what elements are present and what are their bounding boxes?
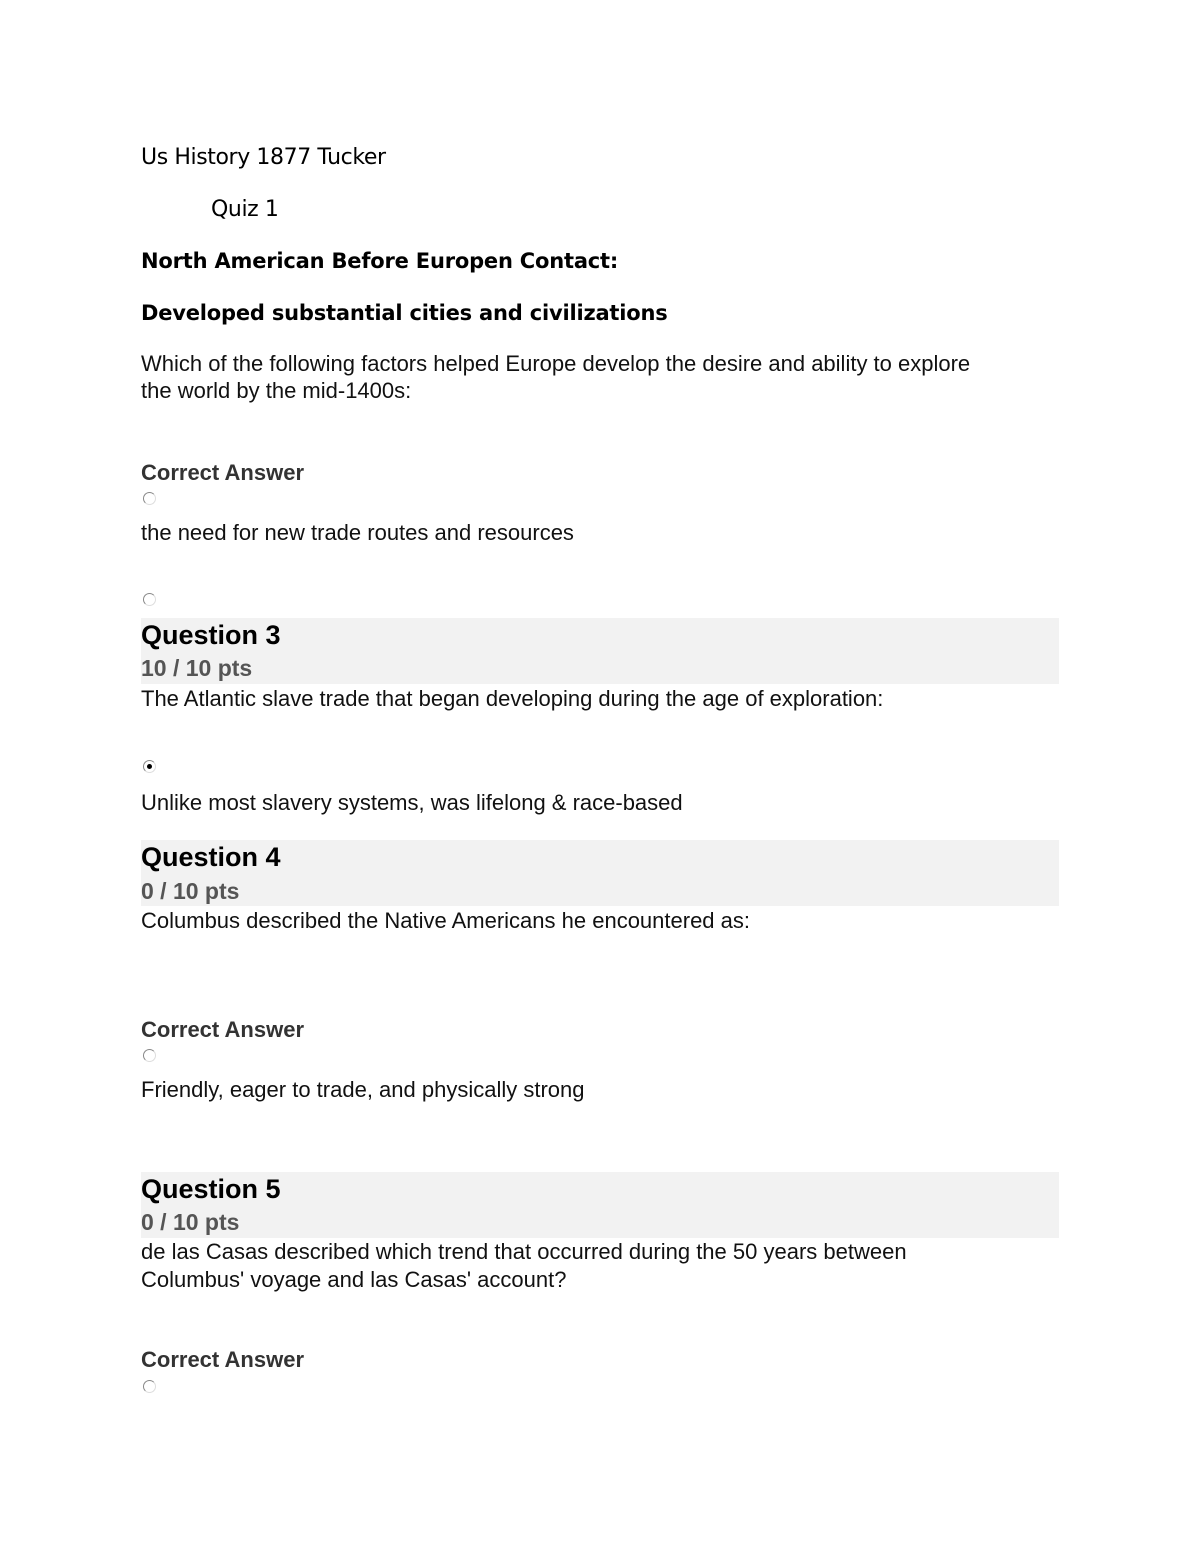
question-3-prompt: The Atlantic slave trade that began developing during the age of exploration: bbox=[141, 686, 884, 711]
question-5-title: Question 5 bbox=[141, 1174, 281, 1204]
question-3-score: 10 / 10 pts bbox=[141, 655, 253, 681]
q2-prompt-line1: Which of the following factors helped Europe develop the desire and ability to explore bbox=[141, 351, 971, 376]
question-3-answer-text: Unlike most slavery systems, was lifelong & race-based bbox=[141, 790, 683, 815]
question-3-title: Question 3 bbox=[141, 620, 281, 650]
question-5-prompt-line1: de las Casas described which trend that occurred during the 50 years between bbox=[141, 1239, 907, 1264]
quiz-title: Quiz 1 bbox=[211, 197, 279, 222]
answer-note: Developed substantial cities and civilizations bbox=[141, 301, 668, 325]
question-5-prompt-line2: Columbus' voyage and las Casas' account? bbox=[141, 1267, 567, 1292]
q2-correct-answer-label: Correct Answer bbox=[141, 460, 305, 485]
question-5-correct-answer-label: Correct Answer bbox=[141, 1347, 305, 1372]
question-5-answer-radio[interactable] bbox=[143, 1380, 156, 1393]
question-5-score: 0 / 10 pts bbox=[141, 1209, 240, 1235]
question-4-answer-text: Friendly, eager to trade, and physically strong bbox=[141, 1077, 585, 1102]
course-title: Us History 1877 Tucker bbox=[141, 145, 386, 170]
question-4-correct-answer-label: Correct Answer bbox=[141, 1017, 305, 1042]
q2-prompt-line2: the world by the mid-1400s: bbox=[141, 378, 412, 403]
question-4-score: 0 / 10 pts bbox=[141, 878, 240, 904]
question-3-selected-radio[interactable] bbox=[143, 760, 156, 773]
q2-option-radio[interactable] bbox=[143, 593, 156, 606]
question-4-title: Question 4 bbox=[141, 842, 281, 872]
question-4-answer-radio[interactable] bbox=[143, 1049, 156, 1062]
question-4-prompt: Columbus described the Native Americans he encountered as: bbox=[141, 908, 751, 933]
q2-answer-text: the need for new trade routes and resources bbox=[141, 520, 574, 545]
topic-heading: North American Before Europen Contact: bbox=[141, 249, 619, 273]
q2-answer-radio[interactable] bbox=[143, 492, 156, 505]
